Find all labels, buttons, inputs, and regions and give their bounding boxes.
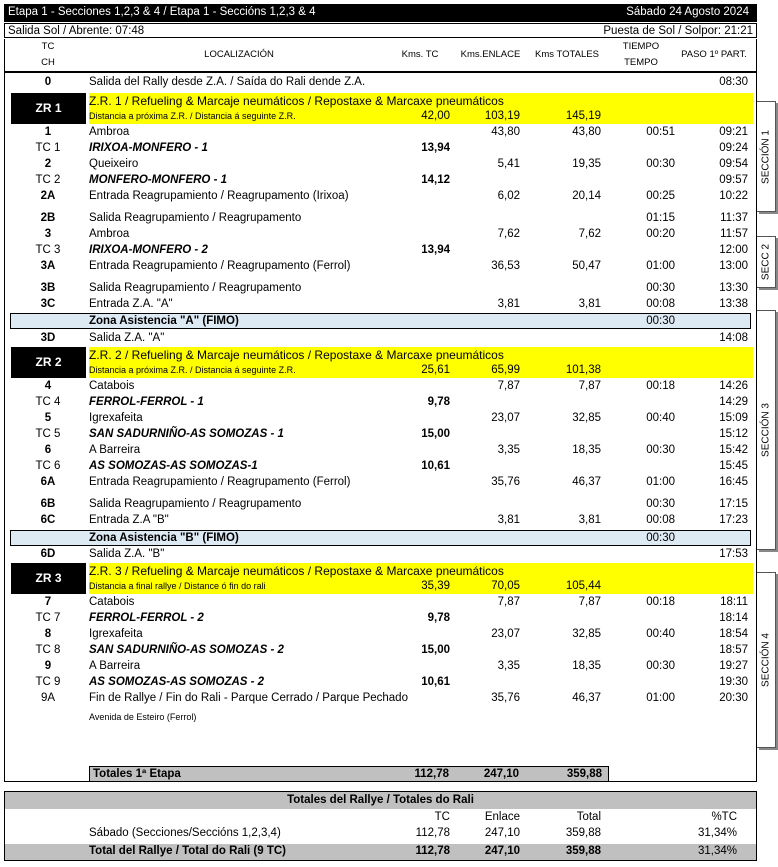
paso-time: 13:00 — [719, 260, 748, 272]
paso-time: 09:24 — [719, 142, 748, 154]
paso-time: 19:27 — [719, 660, 748, 672]
kms-total: 32,85 — [572, 628, 601, 640]
tiempo: 00:40 — [646, 412, 675, 424]
location: Igrexafeita — [89, 412, 143, 424]
refuel-zone-title: Z.R. 2 / Refueling & Marcaje neumáticos / Repostaxe & Marcaxe pneumáticos — [89, 348, 504, 362]
table-row — [5, 297, 756, 313]
control-id: 1 — [44, 126, 52, 138]
location: Salida Z.A. "A" — [89, 332, 165, 344]
itinerary-table — [4, 72, 757, 782]
header-bar — [4, 4, 757, 22]
location-note: Avenida de Esteiro (Ferrol) — [89, 712, 197, 722]
tiempo: 00:30 — [646, 660, 675, 672]
zr-label-box: ZR 2 — [11, 347, 86, 378]
table-row — [5, 411, 756, 427]
table-row — [5, 627, 756, 643]
control-id: 3D — [40, 332, 56, 344]
table-row — [5, 243, 756, 259]
location: Entrada Reagrupamiento / Reagrupamento (Ferrol) — [89, 260, 351, 272]
table-row — [5, 643, 756, 659]
refuel-zone — [89, 563, 753, 594]
refuel-zone-total: 105,44 — [565, 580, 601, 592]
table-row — [5, 611, 756, 627]
kms-tc: 15,00 — [421, 644, 450, 656]
rally-totals-head — [5, 811, 756, 825]
tiempo: 00:08 — [646, 298, 675, 310]
control-id: 4 — [44, 380, 52, 392]
paso-time: 09:54 — [719, 158, 748, 170]
paso-time: 18:57 — [719, 644, 748, 656]
table-row — [5, 173, 756, 189]
paso-time: 20:30 — [719, 692, 748, 704]
location: IRIXOA-MONFERO - 1 — [89, 142, 208, 154]
table-row — [5, 259, 756, 275]
assistance-zone-row — [10, 313, 751, 329]
zr-label-box: ZR 1 — [11, 93, 86, 124]
col-ch: CH — [41, 57, 55, 68]
section-1-label: SECCIÓN 1 — [760, 129, 772, 184]
table-row — [5, 141, 756, 157]
kms-enlace: 3,81 — [497, 514, 520, 526]
control-id: 5 — [44, 412, 52, 424]
tiempo: 01:15 — [646, 212, 675, 224]
table-row — [5, 281, 756, 297]
col-localizacion: LOCALIZACIÓN — [204, 49, 274, 60]
table-row — [5, 691, 756, 707]
section-1-tab — [757, 101, 776, 212]
location: AS SOMOZAS-AS SOMOZAS-1 — [89, 460, 258, 472]
kms-total: 32,85 — [572, 412, 601, 424]
control-id: 0 — [44, 76, 52, 88]
table-row — [5, 443, 756, 459]
kms-enlace: 7,87 — [497, 596, 520, 608]
col-tempo: TEMPO — [624, 57, 658, 68]
tiempo: 00:08 — [646, 514, 675, 526]
paso-time: 08:30 — [719, 76, 748, 88]
location-note-row — [5, 709, 756, 725]
row-total: 359,88 — [565, 827, 601, 839]
refuel-zone-distance-label: Distancia a próxima Z.R. / Distancia á seguinte Z.R. — [89, 111, 296, 121]
paso-time: 14:26 — [719, 380, 748, 392]
section-2-tab — [757, 236, 776, 288]
assistance-zone-time: 00:30 — [646, 315, 675, 327]
paso-time: 17:53 — [719, 548, 748, 560]
location: AS SOMOZAS-AS SOMOZAS - 2 — [89, 676, 265, 688]
footer-enlace: 247,10 — [484, 845, 520, 857]
tiempo: 00:30 — [646, 158, 675, 170]
stage-title: Etapa 1 - Secciones 1,2,3 & 4 / Etapa 1 - Seccións 1,2,3 & 4 — [8, 6, 316, 18]
kms-enlace: 3,35 — [497, 444, 520, 456]
head-tc: TC — [434, 811, 450, 823]
location: IRIXOA-MONFERO - 2 — [89, 244, 208, 256]
paso-time: 15:09 — [719, 412, 748, 424]
location: Fin de Rallye / Fin do Rali - Parque Cerrado / Parque Pechado — [89, 692, 408, 704]
location: Entrada Reagrupamiento / Reagrupamento (Ferrol) — [89, 476, 351, 488]
location: Igrexafeita — [89, 628, 143, 640]
location: Salida del Rally desde Z.A. / Saída do Rali dende Z.A. — [89, 76, 366, 88]
sunrise: Salida Sol / Abrente: 07:48 — [8, 25, 145, 37]
stage-total-total: 359,88 — [566, 768, 602, 780]
refuel-zone-enlace: 65,99 — [491, 364, 520, 376]
sunset: Puesta de Sol / Solpor: 21:21 — [603, 25, 753, 37]
location: Entrada Reagrupamiento / Reagrupamento (Irixoa) — [89, 190, 349, 202]
paso-time: 09:57 — [719, 174, 748, 186]
paso-time: 15:12 — [719, 428, 748, 440]
control-id: TC 1 — [35, 142, 61, 154]
kms-tc: 9,78 — [427, 612, 450, 624]
tiempo: 01:00 — [646, 476, 675, 488]
refuel-zone — [89, 93, 753, 124]
paso-time: 15:45 — [719, 460, 748, 472]
kms-tc: 10,61 — [421, 460, 450, 472]
head-enlace: Enlace — [484, 811, 520, 823]
kms-enlace: 5,41 — [497, 158, 520, 170]
location: Ambroa — [89, 228, 130, 240]
col-kms-tc: Kms. TC — [401, 49, 439, 60]
control-id: TC 8 — [35, 644, 61, 656]
section-3-tab — [757, 310, 776, 550]
table-row — [5, 459, 756, 475]
location: FERROL-FERROL - 1 — [89, 396, 204, 408]
location: Salida Reagrupamiento / Reagrupamento — [89, 212, 302, 224]
table-row — [5, 395, 756, 411]
col-tc: TC — [41, 41, 55, 52]
location: Queixeiro — [89, 158, 139, 170]
table-row — [5, 75, 756, 91]
tiempo: 01:00 — [646, 692, 675, 704]
refuel-zone-enlace: 70,05 — [491, 580, 520, 592]
location: Salida Reagrupamiento / Reagrupamento — [89, 498, 302, 510]
control-id: 2 — [44, 158, 52, 170]
kms-enlace: 23,07 — [491, 628, 520, 640]
kms-total: 46,37 — [572, 692, 601, 704]
kms-total: 19,35 — [572, 158, 601, 170]
kms-total: 43,80 — [572, 126, 601, 138]
kms-tc: 15,00 — [421, 428, 450, 440]
col-kms-enlace: Kms.ENLACE — [460, 49, 521, 60]
kms-enlace: 35,76 — [491, 692, 520, 704]
location: Ambroa — [89, 126, 130, 138]
control-id: TC 7 — [35, 612, 61, 624]
tiempo: 00:30 — [646, 282, 675, 294]
paso-time: 10:22 — [719, 190, 748, 202]
table-row — [5, 189, 756, 205]
refuel-zone-kms-tc: 35,39 — [421, 580, 450, 592]
kms-enlace: 6,02 — [497, 190, 520, 202]
control-id: TC 3 — [35, 244, 61, 256]
head-total: Total — [576, 811, 601, 823]
control-id: 2A — [40, 190, 56, 202]
paso-time: 14:29 — [719, 396, 748, 408]
section-4-tab — [757, 572, 776, 748]
assistance-zone-label: Zona Asistencia "B" (FIMO) — [89, 532, 239, 544]
kms-total: 7,62 — [578, 228, 601, 240]
tiempo: 01:00 — [646, 260, 675, 272]
rally-totals-title: Totales del Rallye / Totales do Rali — [5, 792, 756, 809]
assistance-zone-label: Zona Asistencia "A" (FIMO) — [89, 315, 239, 327]
row-label: Sábado (Secciones/Seccións 1,2,3,4) — [89, 827, 281, 839]
location: Salida Reagrupamiento / Reagrupamento — [89, 282, 302, 294]
table-row — [5, 547, 756, 563]
location: MONFERO-MONFERO - 1 — [89, 174, 227, 186]
refuel-zone-title: Z.R. 3 / Refueling & Marcaje neumáticos / Repostaxe & Marcaxe pneumáticos — [89, 564, 504, 578]
kms-tc: 9,78 — [427, 396, 450, 408]
table-row — [5, 379, 756, 395]
table-row — [5, 675, 756, 691]
kms-total: 18,35 — [572, 660, 601, 672]
kms-total: 50,47 — [572, 260, 601, 272]
tiempo: 00:18 — [646, 596, 675, 608]
kms-enlace: 43,80 — [491, 126, 520, 138]
table-row — [5, 595, 756, 611]
location: Catabois — [89, 380, 135, 392]
paso-time: 12:00 — [719, 244, 748, 256]
rally-totals-row — [5, 827, 756, 841]
refuel-zone-kms-tc: 25,61 — [421, 364, 450, 376]
row-tc: 112,78 — [415, 827, 450, 839]
kms-tc: 13,94 — [421, 244, 450, 256]
refuel-zone-distance-label: Distancia a final rallye / Distance ó fin do rali — [89, 581, 266, 591]
location: Catabois — [89, 596, 135, 608]
control-id: 2B — [40, 212, 56, 224]
section-4-label: SECCIÓN 4 — [760, 633, 772, 687]
footer-label: Total del Rallye / Total do Rali (9 TC) — [89, 845, 287, 857]
paso-time: 15:42 — [719, 444, 748, 456]
control-id: 9 — [44, 660, 52, 672]
kms-total: 7,87 — [578, 380, 601, 392]
assistance-zone-row — [10, 530, 751, 546]
control-id: TC 2 — [35, 174, 61, 186]
refuel-zone-distance-label: Distancia a próxima Z.R. / Distancia á seguinte Z.R. — [89, 365, 296, 375]
control-id: 7 — [44, 596, 52, 608]
paso-time: 11:57 — [720, 228, 748, 240]
paso-time: 13:38 — [719, 298, 748, 310]
refuel-zone-total: 101,38 — [565, 364, 601, 376]
kms-total: 18,35 — [572, 444, 601, 456]
tiempo: 00:25 — [646, 190, 675, 202]
location: SAN SADURNIÑO-AS SOMOZAS - 2 — [89, 644, 284, 656]
refuel-zone-kms-tc: 42,00 — [421, 110, 450, 122]
table-row — [5, 659, 756, 675]
table-row — [5, 513, 756, 529]
control-id: 6B — [40, 498, 56, 510]
table-row — [5, 211, 756, 227]
tiempo: 00:30 — [646, 498, 675, 510]
location: A Barreira — [89, 444, 141, 456]
stage-total-enlace: 247,10 — [483, 768, 519, 780]
stage-date: Sábado 24 Agosto 2024 — [626, 6, 749, 18]
paso-time: 19:30 — [719, 676, 748, 688]
location: SAN SADURNIÑO-AS SOMOZAS - 1 — [89, 428, 284, 440]
control-id: TC 6 — [35, 460, 61, 472]
kms-total: 20,14 — [572, 190, 601, 202]
tiempo: 00:20 — [646, 228, 675, 240]
kms-total: 3,81 — [578, 298, 601, 310]
paso-time: 13:30 — [719, 282, 748, 294]
footer-pct: 31,34% — [697, 845, 737, 857]
paso-time: 16:45 — [719, 476, 748, 488]
location: FERROL-FERROL - 2 — [89, 612, 204, 624]
location: Entrada Z.A "B" — [89, 514, 169, 526]
control-id: 9A — [40, 692, 56, 704]
table-row — [5, 125, 756, 141]
control-id: TC 9 — [35, 676, 61, 688]
stage-total-kms-tc: 112,78 — [414, 768, 449, 780]
table-row — [5, 157, 756, 173]
head-pct: %TC — [711, 811, 737, 823]
table-row — [5, 331, 756, 347]
tiempo: 00:51 — [646, 126, 675, 138]
table-row — [5, 427, 756, 443]
section-3-label: SECCIÓN 3 — [760, 403, 772, 457]
kms-tc: 10,61 — [421, 676, 450, 688]
refuel-zone-title: Z.R. 1 / Refueling & Marcaje neumáticos / Repostaxe & Marcaxe pneumáticos — [89, 94, 504, 108]
kms-total: 3,81 — [578, 514, 601, 526]
control-id: TC 5 — [35, 428, 61, 440]
footer-tc: 112,78 — [415, 845, 450, 857]
col-tiempo: TIEMPO — [622, 41, 660, 52]
tiempo: 00:18 — [646, 380, 675, 392]
paso-time: 18:14 — [719, 612, 748, 624]
paso-time: 11:37 — [720, 212, 748, 224]
control-id: 3A — [40, 260, 56, 272]
paso-time: 18:11 — [720, 596, 748, 608]
kms-total: 7,87 — [578, 596, 601, 608]
refuel-zone-enlace: 103,19 — [484, 110, 520, 122]
control-id: 8 — [44, 628, 52, 640]
paso-time: 18:54 — [719, 628, 748, 640]
row-pct: 31,34% — [697, 827, 737, 839]
paso-time: 14:08 — [719, 332, 748, 344]
stage-total-label: Totales 1ª Etapa — [93, 768, 181, 780]
kms-enlace: 3,81 — [497, 298, 520, 310]
control-id: TC 4 — [35, 396, 61, 408]
control-id: 3 — [44, 228, 52, 240]
rally-totals-footer — [5, 844, 756, 860]
location: Entrada Z.A. "A" — [89, 298, 173, 310]
table-row — [5, 475, 756, 491]
kms-tc: 13,94 — [421, 142, 450, 154]
table-row — [5, 497, 756, 513]
sun-times-bar — [4, 23, 757, 38]
paso-time: 17:15 — [719, 498, 748, 510]
kms-enlace: 36,53 — [491, 260, 520, 272]
kms-enlace: 35,76 — [491, 476, 520, 488]
control-id: 3C — [40, 298, 56, 310]
control-id: 6 — [44, 444, 52, 456]
paso-time: 17:23 — [719, 514, 748, 526]
kms-enlace: 23,07 — [491, 412, 520, 424]
stage-total-row — [89, 766, 609, 782]
kms-enlace: 3,35 — [497, 660, 520, 672]
control-id: 6C — [40, 514, 56, 526]
location: A Barreira — [89, 660, 141, 672]
section-2-label: SECC 2 — [760, 243, 772, 281]
row-enlace: 247,10 — [484, 827, 520, 839]
zr-label-box: ZR 3 — [11, 563, 86, 594]
footer-total: 359,88 — [565, 845, 601, 857]
column-header — [4, 39, 757, 72]
rally-totals — [4, 791, 757, 861]
tiempo: 00:40 — [646, 628, 675, 640]
kms-enlace: 7,62 — [497, 228, 520, 240]
kms-enlace: 7,87 — [497, 380, 520, 392]
tiempo: 00:30 — [646, 444, 675, 456]
refuel-zone-total: 145,19 — [565, 110, 601, 122]
table-row — [5, 227, 756, 243]
kms-tc: 14,12 — [421, 174, 450, 186]
assistance-zone-time: 00:30 — [646, 532, 675, 544]
kms-total: 46,37 — [572, 476, 601, 488]
refuel-zone — [89, 347, 753, 378]
paso-time: 09:21 — [719, 126, 748, 138]
control-id: 6A — [40, 476, 56, 488]
col-paso: PASO 1º PART. — [681, 49, 747, 60]
location: Salida Z.A. "B" — [89, 548, 165, 560]
control-id: 3B — [40, 282, 56, 294]
col-kms-totales: Kms TOTALES — [535, 49, 599, 60]
control-id: 6D — [40, 548, 56, 560]
